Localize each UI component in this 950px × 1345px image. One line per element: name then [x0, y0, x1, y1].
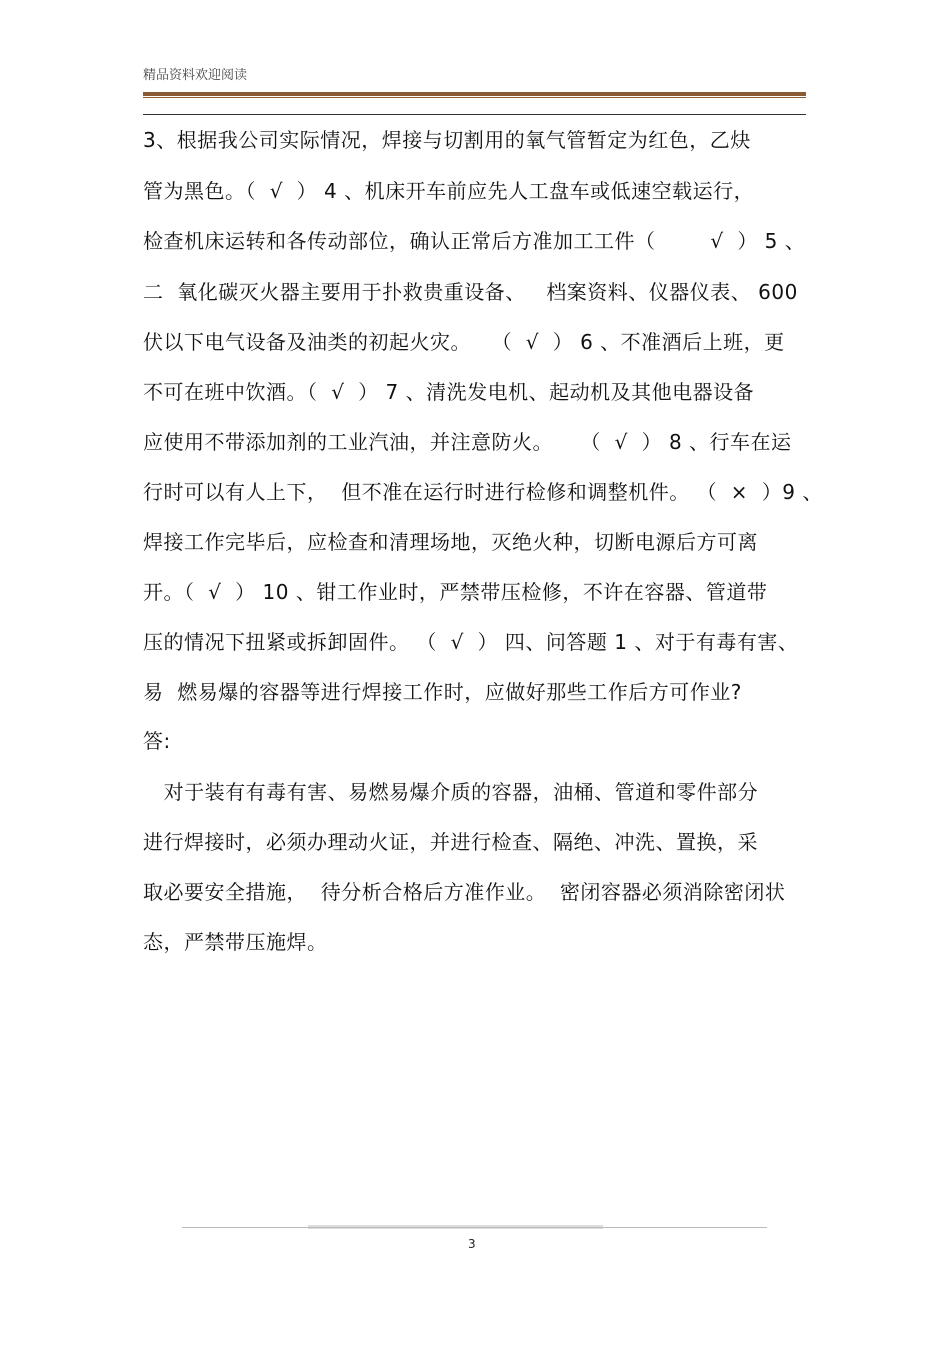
- text-line: 压的情况下扭紧或拆卸固件。 （ √ ） 四、问答题 1 、对于有毒有害、: [143, 630, 799, 654]
- header-rule-thin: [143, 97, 806, 98]
- text-line: 伏以下电气设备及油类的初起火灾。 （ √ ） 6 、不准酒后上班，更: [143, 330, 785, 354]
- text-line: 3、根据我公司实际情况，焊接与切割用的氧气管暂定为红色，乙炔: [143, 128, 751, 152]
- text-line: 管为黑色。（ √ ） 4 、机床开车前应先人工盘车或低速空载运行，: [143, 179, 755, 203]
- answer-label: 答:: [143, 729, 171, 753]
- text-line: 焊接工作完毕后，应检查和清理场地，灭绝火种，切断电源后方可离: [143, 530, 758, 554]
- text-line: 二 氧化碳灭火器主要用于扑救贵重设备、 档案资料、仪器仪表、 600: [143, 280, 798, 304]
- content-top-line: [143, 114, 806, 115]
- text-line: 对于装有有毒有害、易燃易爆介质的容器，油桶、管道和零件部分: [143, 780, 759, 804]
- text-line: 易 燃易爆的容器等进行焊接工作时，应做好那些工作后方可作业?: [143, 680, 742, 704]
- text-line: 不可在班中饮酒。（ √ ） 7 、清洗发电机、起动机及其他电器设备: [143, 380, 755, 404]
- text-line: 行时可以有人上下， 但不准在运行时进行检修和调整机件。 （ × ）9 、: [143, 480, 823, 504]
- text-line: 检查机床运转和各传动部位，确认正常后方准加工工件（ √ ） 5 、: [143, 229, 806, 253]
- text-line: 取必要安全措施， 待分析合格后方准作业。 密闭容器必须消除密闭状: [143, 880, 786, 904]
- text-line: 开。（ √ ） 10 、钳工作业时，严禁带压检修，不许在容器、管道带: [143, 580, 768, 604]
- text-line: 应使用不带添加剂的工业汽油，并注意防火。 （ √ ） 8 、行车在运: [143, 430, 792, 454]
- text-line: 态，严禁带压施焊。: [143, 930, 328, 954]
- footer-rule: [182, 1227, 767, 1228]
- header-rule-thick: [143, 92, 806, 96]
- page-number: 3: [468, 1237, 476, 1251]
- text-line: 进行焊接时，必须办理动火证，并进行检查、隔绝、冲洗、置换，采: [143, 830, 758, 854]
- header-title: 精品资料欢迎阅读: [143, 68, 248, 83]
